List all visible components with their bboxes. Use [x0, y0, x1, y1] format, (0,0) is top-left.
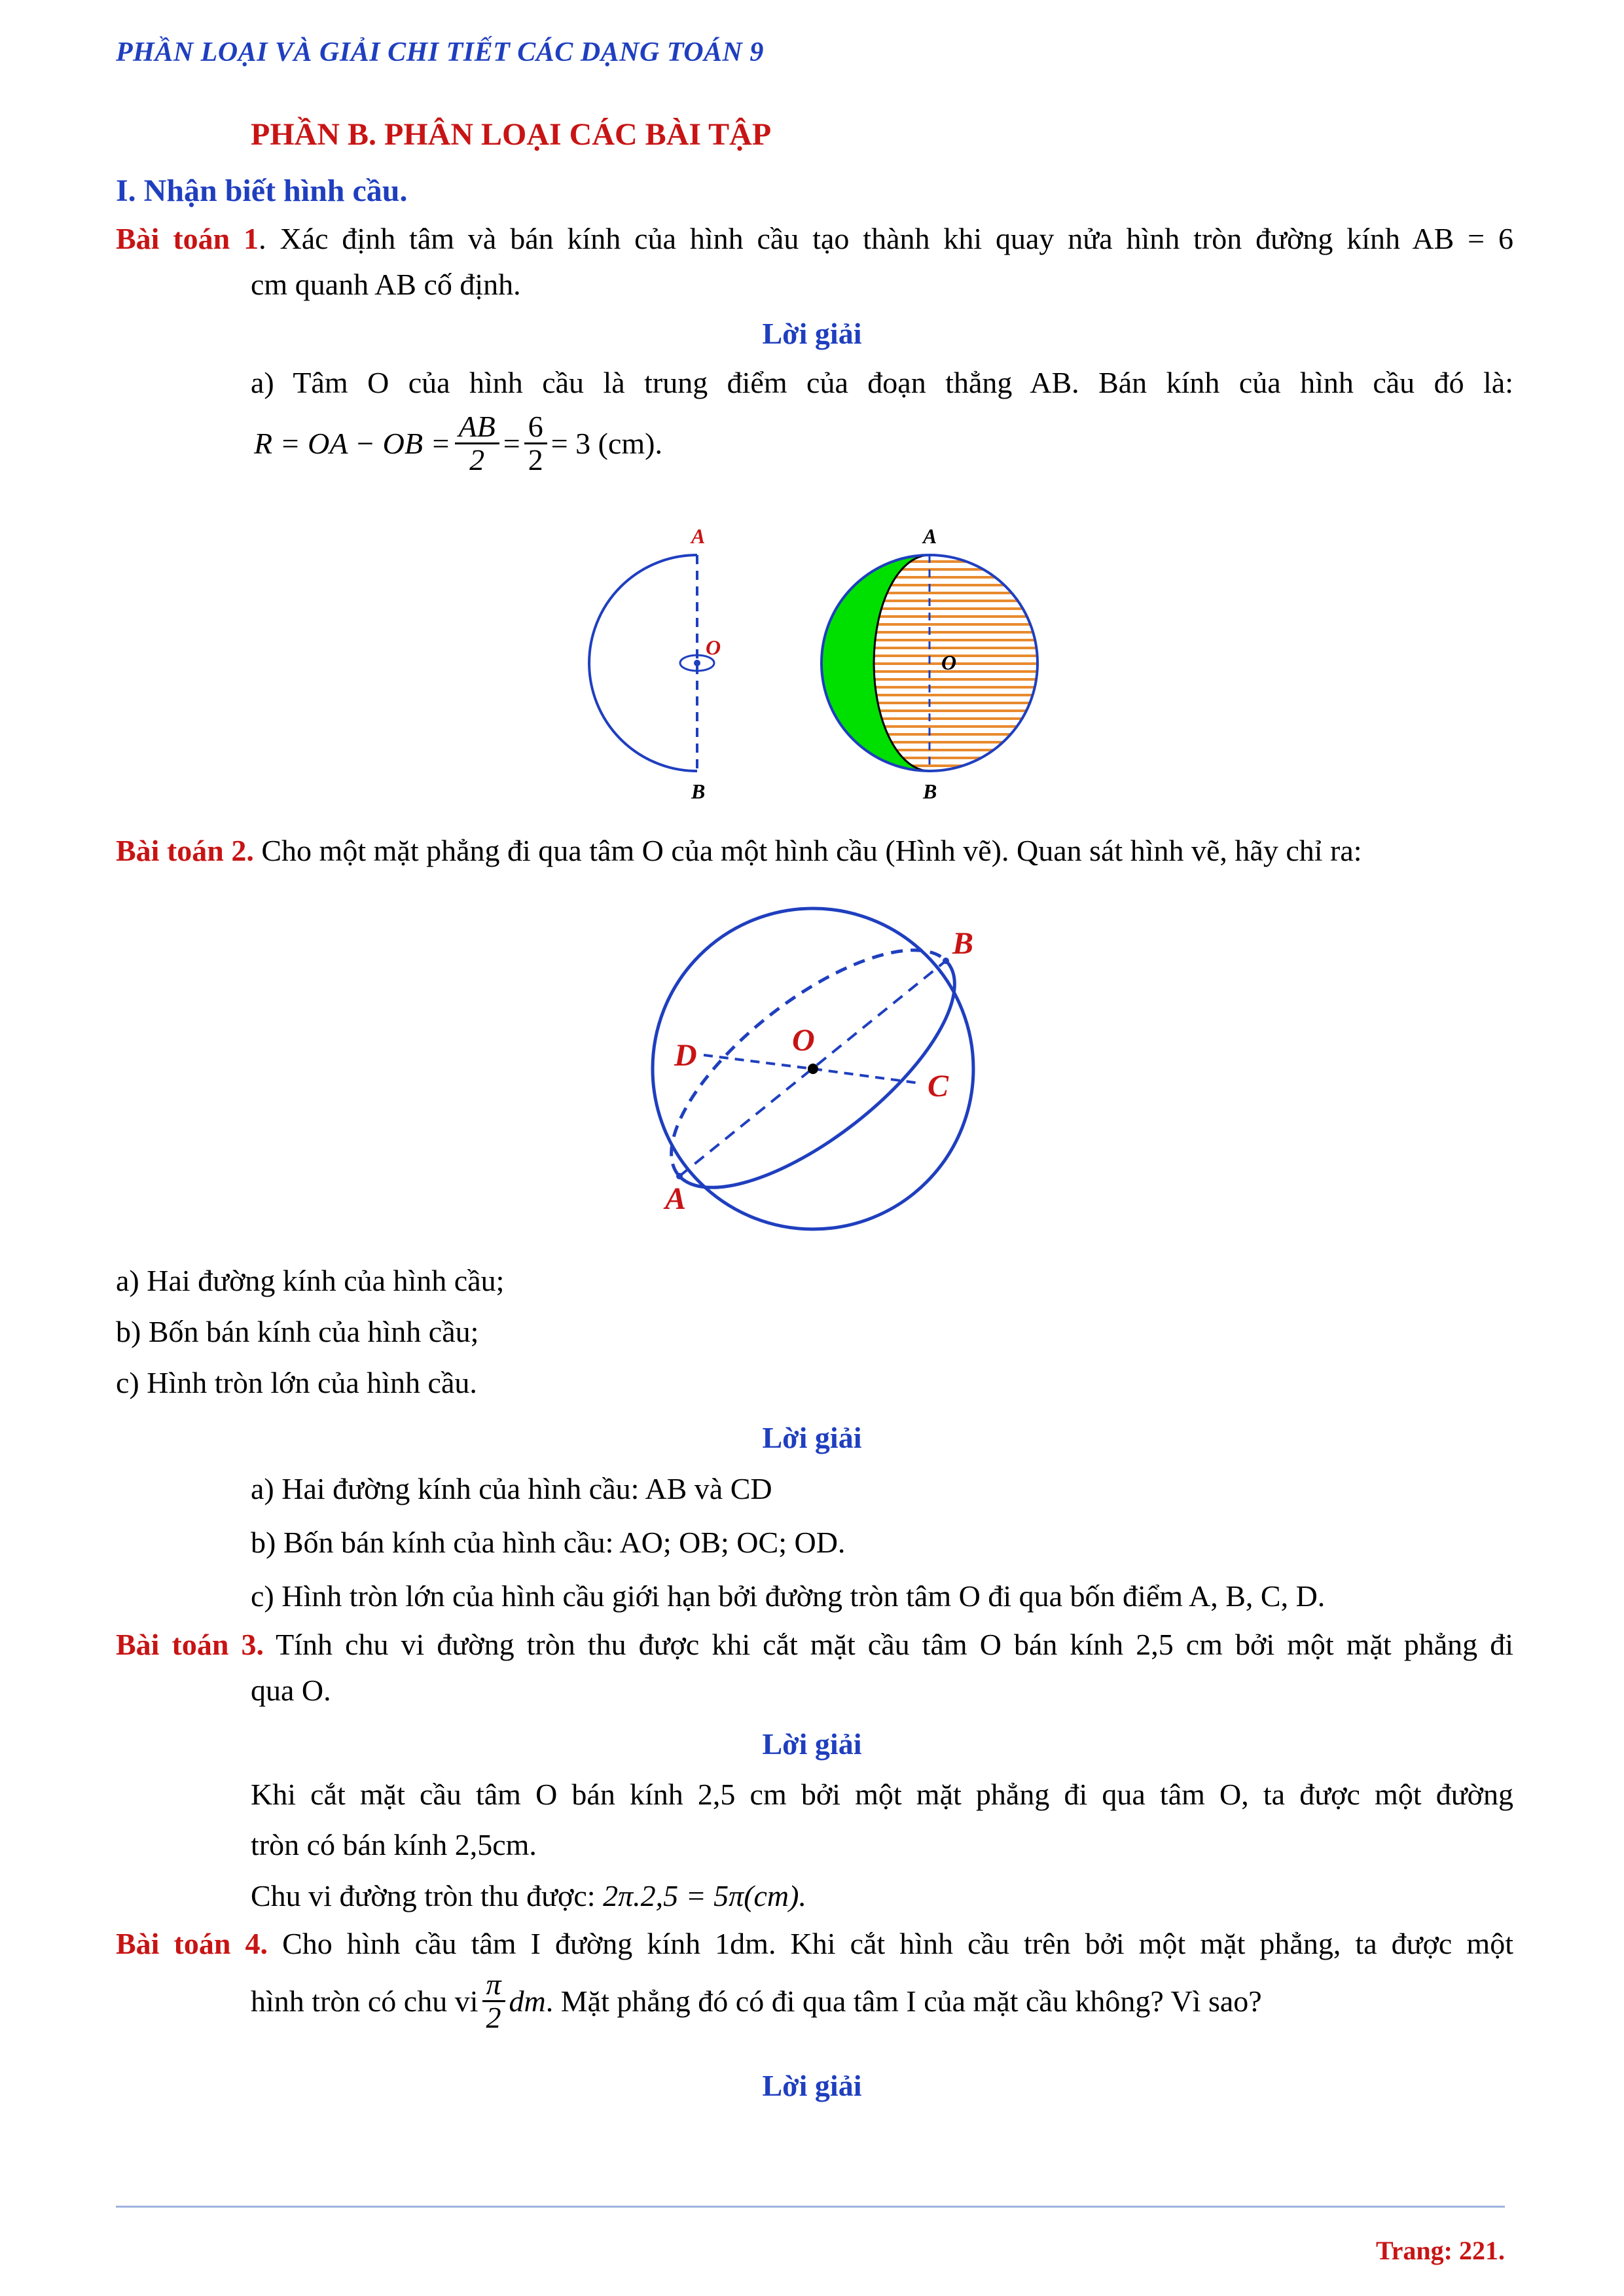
problem-4: [116, 1921, 1513, 1967]
problem-2-text: Cho một mặt phẳng đi qua tâm O của một hình cầu (Hình vẽ). Quan sát hình vẽ, hãy chỉ ra:: [253, 834, 1362, 867]
point-b: [943, 958, 949, 964]
problem-1-label: Bài toán 1: [116, 222, 259, 255]
problem-3-line2: qua O.: [251, 1674, 331, 1707]
problem-1-text-1: . Xác định tâm và bán kính của hình cầu tạo thành khi quay nửa hình tròn đường kính AB = 6: [259, 222, 1513, 255]
label-b: B: [952, 926, 974, 961]
problem-3-solution-line2: tròn có bán kính 2,5cm.: [251, 1828, 537, 1861]
section-title: I. Nhận biết hình cầu.: [116, 173, 408, 208]
label-b-left: B: [691, 780, 706, 803]
label-o-right: O: [941, 651, 957, 674]
unit-dm: dm: [509, 1984, 546, 2018]
center-point: [694, 660, 700, 666]
center-o-point: [808, 1064, 818, 1074]
problem-2: [116, 828, 1513, 874]
problem-4-line1: [116, 1921, 1513, 1967]
problem-4-text-3: . Mặt phẳng đó có đi qua tâm I của mặt cầu không? Vì sao?: [545, 1984, 1262, 2018]
fraction-numerator: 6: [524, 411, 547, 444]
problem-4-text-1: Cho hình cầu tâm I đường kính 1dm. Khi cắt hình cầu trên bởi một mặt phẳng, ta được một: [268, 1927, 1513, 1960]
problem-1-line2: cm quanh AB cố định.: [251, 268, 521, 301]
problem-3-solution-label: Lời giải: [762, 1727, 862, 1761]
problem-3-solution-line1: Khi cắt mặt cầu tâm O bán kính 2,5 cm bởi một mặt phẳng đi qua tâm O, ta được một đường: [251, 1778, 1513, 1811]
problem-4-solution-label: Lời giải: [762, 2069, 862, 2102]
problem-4-line2: [251, 1969, 1262, 2034]
problem-1-solution-line1: a) Tâm O của hình cầu là trung điểm của đoạn thẳng AB. Bán kính của hình cầu đó là:: [251, 366, 1513, 399]
problem-3-line1: [116, 1622, 1513, 1668]
fraction-ab-2: [455, 411, 499, 476]
formula-equals: =: [503, 427, 520, 461]
fraction-pi-2: [482, 1969, 505, 2034]
label-o: O: [792, 1023, 815, 1058]
problem-2-solution-label: Lời giải: [762, 1421, 862, 1454]
label-a-right: A: [923, 524, 937, 548]
problem-4-label: Bài toán 4.: [116, 1927, 268, 1960]
problem-2-item-a: a) Hai đường kính của hình cầu;: [116, 1264, 505, 1297]
page-number: Trang: 221.: [1375, 2236, 1505, 2265]
label-o-left: O: [706, 636, 721, 659]
fraction-denominator: 2: [486, 2001, 501, 2035]
problem-3-solution-line3: [251, 1878, 806, 1913]
label-d: D: [674, 1038, 697, 1073]
footer-divider: [116, 2206, 1505, 2208]
problem-4-text-2: hình tròn có chu vi: [251, 1984, 478, 2018]
problem-3-label: Bài toán 3.: [116, 1628, 264, 1661]
fraction-denominator: 2: [469, 443, 485, 477]
problem-2-answer-a: a) Hai đường kính của hình cầu: AB và CD: [251, 1472, 772, 1505]
point-a: [676, 1173, 683, 1179]
fraction-numerator: π: [482, 1969, 505, 2002]
label-c: C: [928, 1069, 949, 1103]
problem-1-solution-label: Lời giải: [762, 317, 862, 350]
formula-rhs: = 3 (cm).: [550, 427, 662, 461]
label-b-right: B: [923, 780, 937, 803]
formula-lhs: R = OA − OB =: [254, 427, 451, 461]
problem-2-item-c: c) Hình tròn lớn của hình cầu.: [116, 1366, 477, 1399]
fraction-denominator: 2: [528, 443, 543, 477]
problem-1-formula: [254, 411, 662, 476]
figure-1-hemisphere-rotation: [563, 511, 1087, 812]
fraction-numerator: AB: [455, 411, 499, 444]
problem-3-text-1: Tính chu vi đường tròn thu được khi cắt mặt cầu tâm O bán kính 2,5 cm bởi một mặt phẳng đi: [263, 1628, 1513, 1661]
problem-1: [116, 216, 1513, 308]
fraction-6-2: [524, 411, 547, 476]
figure-2-sphere-great-circle: [628, 906, 995, 1247]
label-a-left: A: [691, 524, 706, 548]
problem-2-answer-b: b) Bốn bán kính của hình cầu: AO; OB; OC; OD.: [251, 1526, 846, 1559]
problem-3: [116, 1622, 1513, 1713]
perimeter-formula: 2π.2,5 = 5π(cm).: [603, 1879, 806, 1912]
label-a: A: [665, 1181, 687, 1216]
page-header-title: PHẦN LOẠI VÀ GIẢI CHI TIẾT CÁC DẠNG TOÁN 9: [116, 37, 764, 67]
problem-2-answer-c: c) Hình tròn lớn của hình cầu giới hạn bởi đường tròn tâm O đi qua bốn điểm A, B, C, D.: [251, 1579, 1326, 1613]
problem-2-item-b: b) Bốn bán kính của hình cầu;: [116, 1315, 479, 1348]
perimeter-text: Chu vi đường tròn thu được:: [251, 1879, 604, 1912]
problem-2-label: Bài toán 2.: [116, 834, 254, 867]
radius-oc: [813, 1069, 920, 1083]
part-title: PHẦN B. PHÂN LOẠI CÁC BÀI TẬP: [251, 117, 772, 152]
problem-1-line1: [116, 216, 1513, 262]
